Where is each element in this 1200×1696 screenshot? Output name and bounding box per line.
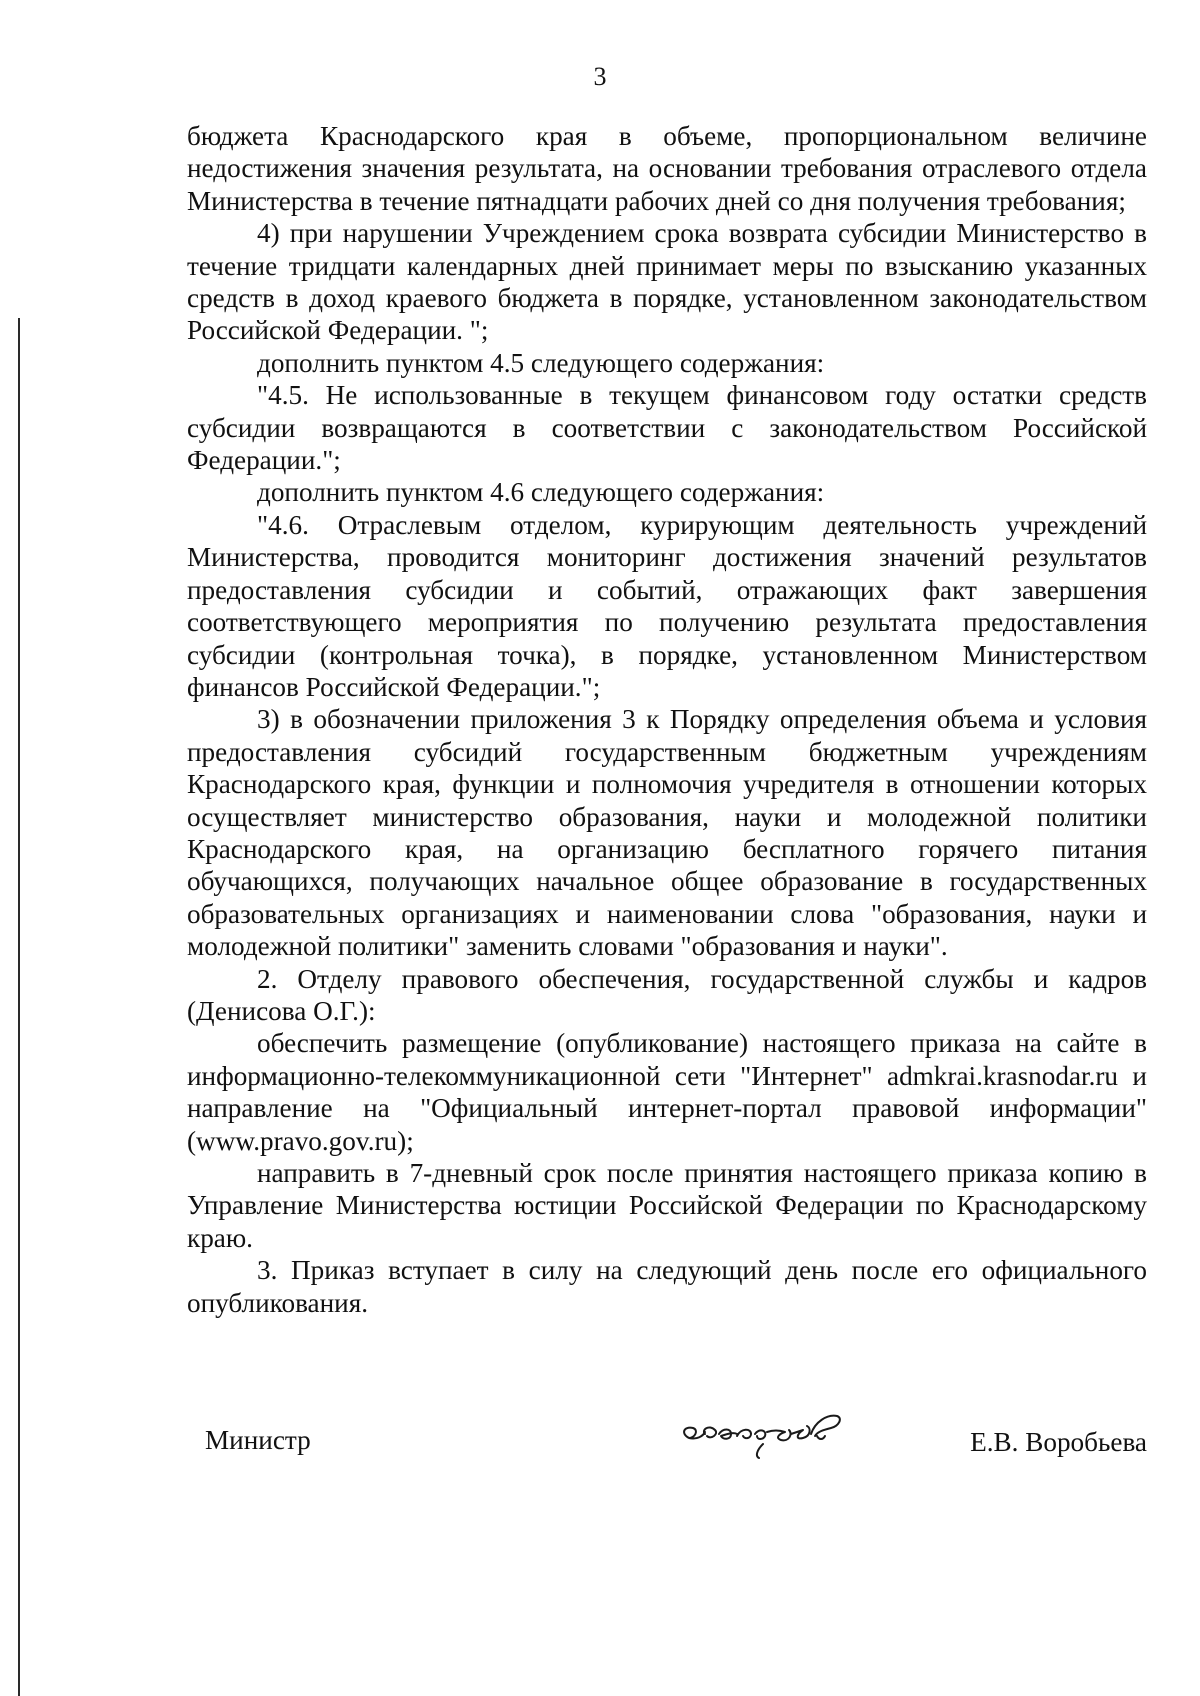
scan-page-edge [18, 318, 20, 1696]
paragraph-item-3-appendix: 3) в обозначении приложения 3 к Порядку определения объема и условия предоставления субсидий государственным бюджетным учреждениям Краснодарского края, функции и полномочия учредителя в отношении которых осуществляет министерство образования, науки и молодежной политики Краснодарского края, на организацию бесплатного горячего питания обучающихся, получающих начальное общее образование в государственных образовательных организациях и наименовании слова "образования, науки и молодежной политики" заменить словами "образования и науки". [187, 704, 1147, 962]
paragraph-budget-return: бюджета Краснодарского края в объеме, пропорциональном величине недостижения значения результата, на основании требования отраслевого отдела Министерства в течение пятнадцати рабочих дней со дня получения требования; [187, 121, 1147, 216]
paragraph-publication: обеспечить размещение (опубликование) настоящего приказа на сайте в информационно-телекоммуникационной сети "Интернет" admkrai.krasnodar.ru и направление на "Официальный интернет-портал правовой информации" (www.pravo.gov.ru); [187, 1028, 1147, 1156]
paragraph-add-4-5-intro: дополнить пунктом 4.5 следующего содержания: [257, 347, 825, 378]
signatory-name: Е.В. Воробьева [970, 1427, 1147, 1457]
handwritten-signature [667, 1400, 917, 1462]
page-number: 3 [593, 62, 607, 91]
document-body [187, 120, 1147, 1319]
paragraph-clause-2: 2. Отделу правового обеспечения, государственной службы и кадров (Денисова О.Г.): [187, 963, 1147, 1026]
paragraph-item-4: 4) при нарушении Учреждением срока возврата субсидии Министерство в течение тридцати календарных дней принимает меры по взысканию указанных средств в доход краевого бюджета в порядке, установленном законодательством Российской Федерации. "; [187, 218, 1147, 346]
paragraph-clause-3: 3. Приказ вступает в силу на следующий день после его официального опубликования. [187, 1255, 1147, 1318]
signature-block [187, 1400, 1147, 1460]
paragraph-4-6: "4.6. Отраслевым отделом, курирующим деятельность учреждений Министерства, проводится мониторинг достижения значений результатов предоставления субсидии и событий, отражающих факт завершения соответствующего мероприятия по получению результата предоставления субсидии (контрольная точка), в порядке, установленном Министерством финансов Российской Федерации."; [187, 509, 1147, 702]
paragraph-justice-copy: направить в 7-дневный срок после принятия настоящего приказа копию в Управление Министерства юстиции Российской Федерации по Краснодарскому краю. [187, 1158, 1147, 1253]
paragraph-add-4-6-intro: дополнить пунктом 4.6 следующего содержания: [257, 477, 825, 508]
paragraph-4-5: "4.5. Не использованные в текущем финансовом году остатки средств субсидии возвращаются в соответствии с законодательством Российской Федерации."; [187, 380, 1147, 476]
signatory-position: Министр [205, 1425, 311, 1455]
